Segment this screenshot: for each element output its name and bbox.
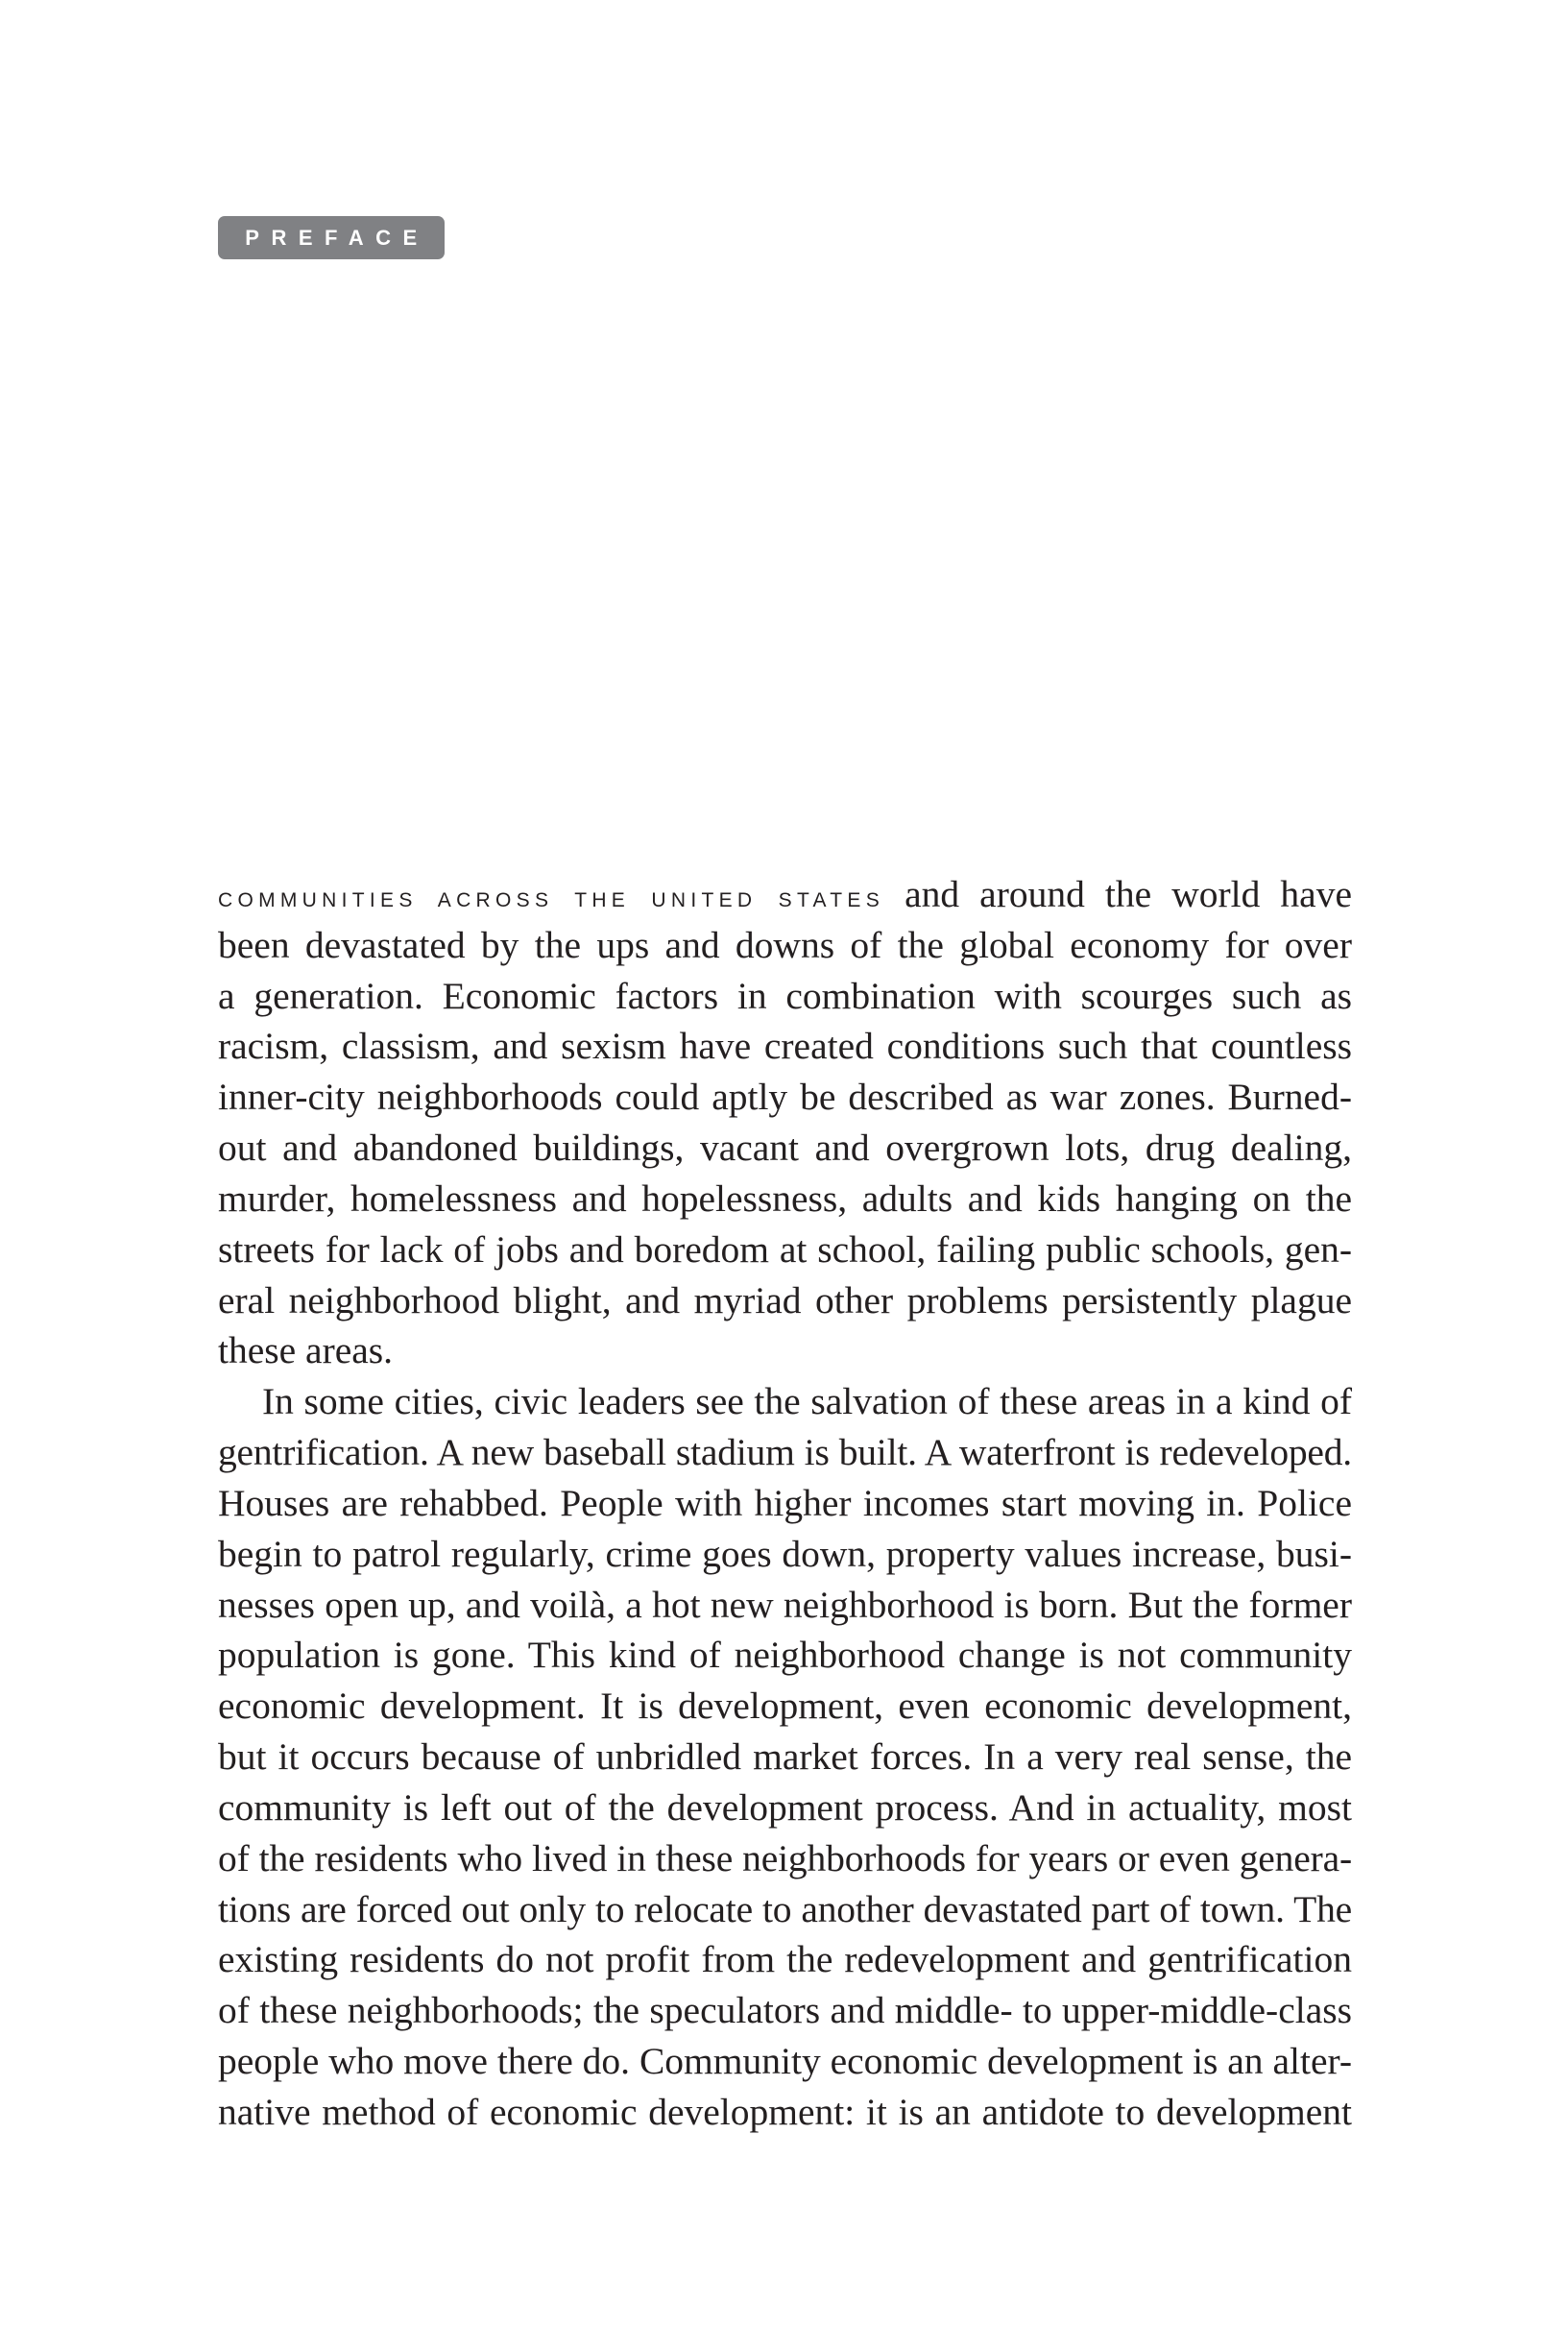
- text-line: out and abandoned buildings, vacant and overgrown lots, drug dealing,: [218, 1127, 1352, 1170]
- text-line: COMMUNITIES ACROSS THE UNITED STATES and around the world have: [218, 873, 1352, 915]
- text-line: begin to patrol regularly, crime goes down, property values increase, busi-: [218, 1532, 1352, 1575]
- body-text: [218, 869, 1352, 2138]
- text-line: gentrification. A new baseball stadium is built. A waterfront is redeveloped.: [218, 1431, 1352, 1474]
- paragraph: [218, 869, 1352, 1376]
- text-line: existing residents do not profit from the redevelopment and gentrification: [218, 1938, 1352, 1981]
- section-badge-label: PREFACE: [245, 225, 429, 250]
- text-line: of these neighborhoods; the speculators and middle- to upper-middle-class: [218, 1989, 1352, 2032]
- text-line: nesses open up, and voilà, a hot new neighborhood is born. But the former: [218, 1583, 1352, 1626]
- text-line: murder, homelessness and hopelessness, adults and kids hanging on the: [218, 1176, 1352, 1220]
- text-line: native method of economic development: it is an antidote to development: [218, 2090, 1352, 2133]
- text-line: racism, classism, and sexism have created conditions such that countless: [218, 1025, 1352, 1068]
- text-line: population is gone. This kind of neighborhood change is not community: [218, 1634, 1352, 1677]
- text-line: Houses are rehabbed. People with higher incomes start moving in. Police: [218, 1481, 1352, 1524]
- text-line: people who move there do. Community economic development is an alter-: [218, 2040, 1352, 2083]
- section-badge: [218, 216, 445, 259]
- text-line: streets for lack of jobs and boredom at school, failing public schools, gen-: [218, 1227, 1352, 1271]
- paragraph: [218, 1376, 1352, 2137]
- text-line: inner-city neighborhoods could aptly be described as war zones. Burned-: [218, 1076, 1352, 1119]
- text-line: tions are forced out only to relocate to another devastated part of town. The: [218, 1887, 1352, 1930]
- text-line: of the residents who lived in these neighborhoods for years or even genera-: [218, 1836, 1352, 1879]
- text-line: eral neighborhood blight, and myriad other problems persistently plague: [218, 1278, 1352, 1321]
- lead-in-small-caps: COMMUNITIES ACROSS THE UNITED STATES: [218, 889, 885, 911]
- text-line: a generation. Economic factors in combination with scourges such as: [218, 974, 1352, 1017]
- text-line: In some cities, civic leaders see the salvation of these areas in a kind of: [262, 1380, 1352, 1423]
- text-line: been devastated by the ups and downs of the global economy for over: [218, 923, 1352, 966]
- text-line: but it occurs because of unbridled market forces. In a very real sense, the: [218, 1735, 1352, 1779]
- text-line: community is left out of the development process. And in actuality, most: [218, 1785, 1352, 1829]
- text-line: these areas.: [218, 1329, 394, 1372]
- text-line: economic development. It is development, even economic development,: [218, 1685, 1352, 1728]
